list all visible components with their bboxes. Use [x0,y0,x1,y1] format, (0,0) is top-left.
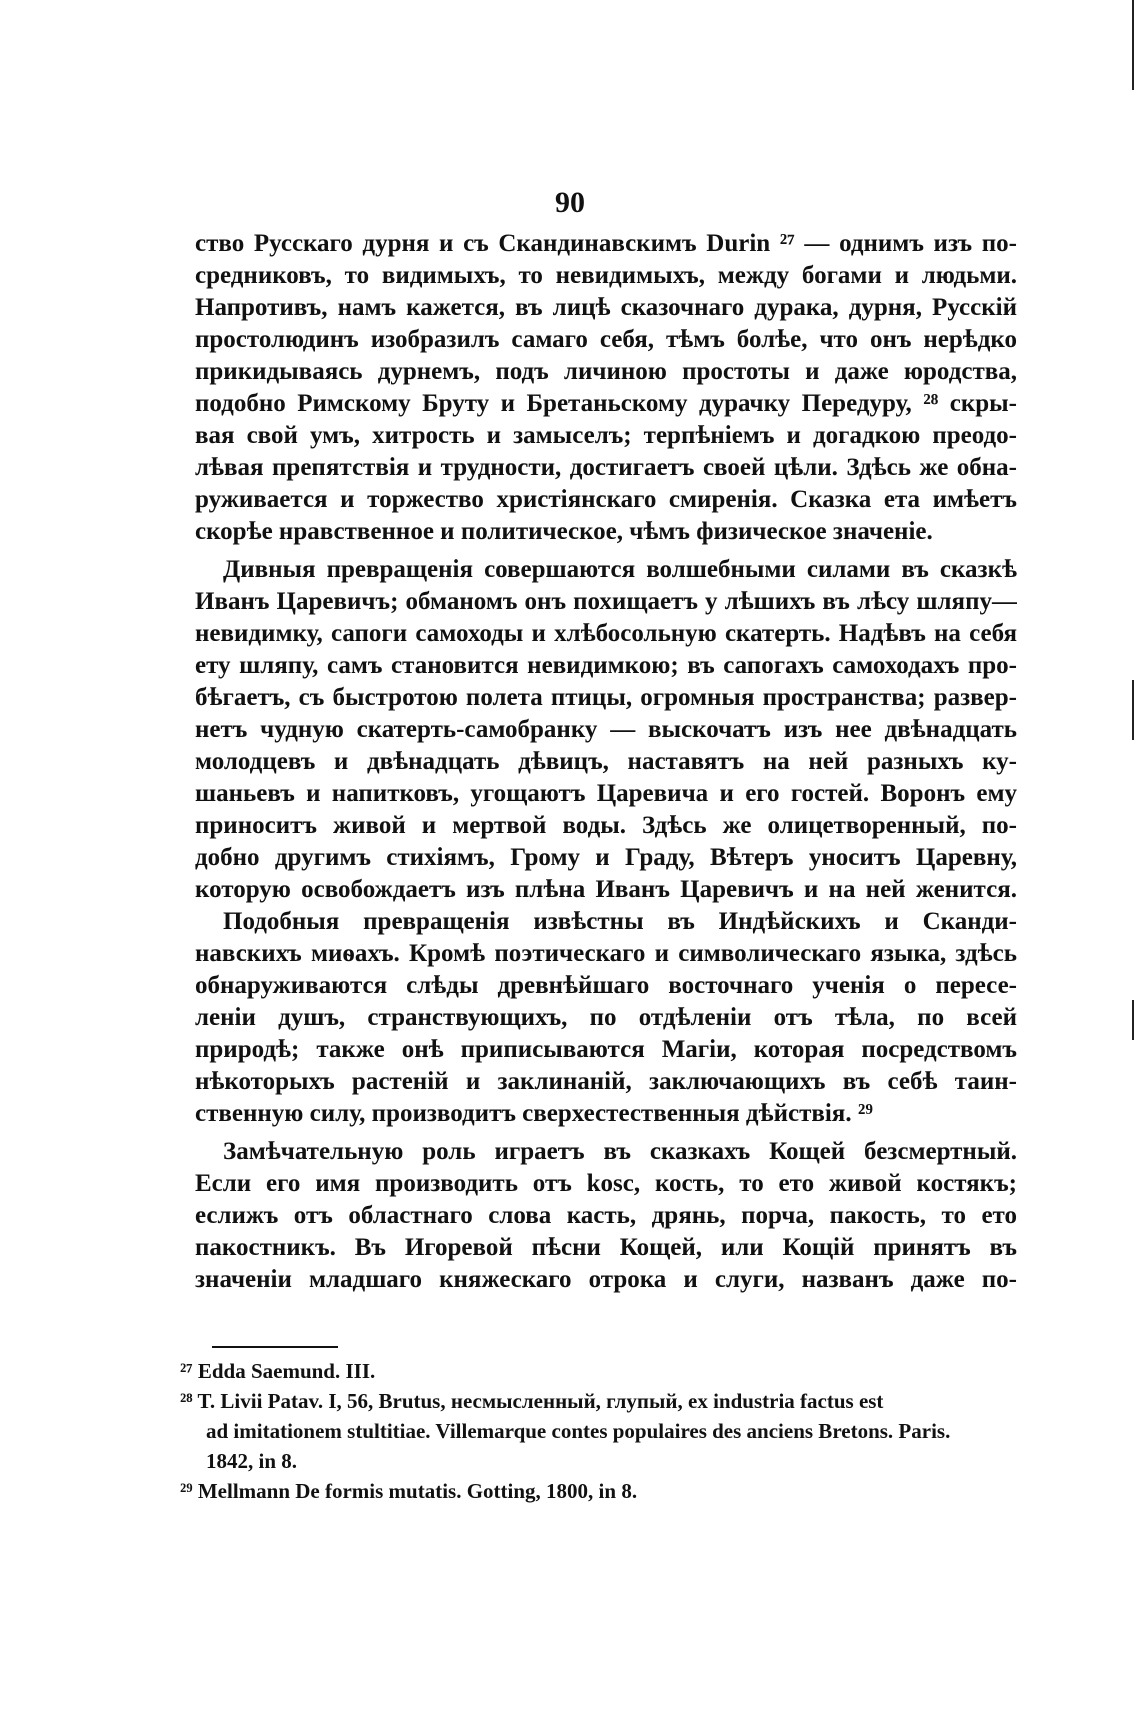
text-line: Замѣчательную роль играетъ въ сказкахъ Кощей безсмертный. [223,1138,1017,1165]
text-line: невидимку, сапоги самоходы и хлѣбосольную скатерть. Надѣвъ на себя [195,620,1017,647]
text-line: Если его имя производить отъ kosc, кость, то ето живой костякъ; [195,1170,1017,1197]
text-line: прикидываясь дурнемъ, подъ личиною простоты и даже юродства, [195,358,1017,385]
footnote-28-continued: 1842, in 8. [206,1449,298,1473]
text-line: ство Русскаго дурня и съ Скандинавскимъ Durin ²⁷ — однимъ изъ по- [195,230,1017,257]
text-line: простолюдинъ изобразилъ самаго себя, тѣмъ болѣе, что онъ нерѣдко [195,326,1017,353]
footnote-27: ²⁷ Edda Saemund. III. [180,1359,376,1383]
text-line: нѣкоторыхъ растеній и заклинаній, заключающихъ въ себѣ таин- [195,1068,1017,1095]
footnote-28: ²⁸ T. Livii Patav. I, 56, Brutus, несмысленный, глупый, ex industria factus est [180,1389,884,1413]
text-line: пакостникъ. Въ Игоревой пѣсни Кощей, или Кощій принятъ въ [195,1234,1017,1261]
scan-edge [1132,0,1134,1714]
text-line: подобно Римскому Бруту и Бретаньскому дурачку Передуру, ²⁸ скры- [195,390,1017,417]
text-line: шаньевъ и напитковъ, угощаютъ Царевича и его гостей. Воронъ ему [195,780,1017,807]
text-line: средниковъ, то видимыхъ, то невидимыхъ, между богами и людьми. [195,262,1017,289]
page-number: 90 [555,186,585,219]
text-line: приноситъ живой и мертвой воды. Здѣсь же олицетворенный, по- [195,812,1017,839]
footnote-29: ²⁹ Mellmann De formis mutatis. Gotting, 1800, in 8. [180,1479,638,1503]
text-line: ственную силу, производитъ сверхестественныя дѣйствія. ²⁹ [195,1100,873,1127]
text-line: еслижъ отъ областнаго слова касть, дрянь, порча, пакость, то ето [195,1202,1017,1229]
text-line: значеніи младшаго княжескаго отрока и слуги, названъ даже по- [195,1266,1017,1293]
footnote-28-continued: ad imitationem stultitiae. Villemarque contes populaires des anciens Bretons. Paris. [206,1419,951,1443]
text-line: Иванъ Царевичъ; обманомъ онъ похищаетъ у лѣшихъ въ лѣсу шляпу— [195,588,1017,615]
text-line: Дивныя превращенія совершаются волшебными силами въ сказкѣ [223,556,1017,583]
text-line: руживается и торжество христіянскаго смиренія. Сказка ета имѣетъ [195,486,1017,513]
footnotes [180,1356,1020,1506]
text-line: которую освобождаетъ изъ плѣна Иванъ Царевичъ и на ней женится. [195,876,1017,903]
text-line: вая свой умъ, хитрость и замыселъ; терпѣніемъ и догадкою преодо- [195,422,1017,449]
text-line: Напротивъ, намъ кажется, въ лицѣ сказочнаго дурака, дурня, Русскій [195,294,1017,321]
text-line: бѣгаетъ, съ быстротою полета птицы, огромныя пространства; развер- [195,684,1017,711]
text-line: навскихъ миѳахъ. Кромѣ поэтическаго и символическаго языка, здѣсь [195,940,1017,967]
text-line: леніи душъ, странствующихъ, по отдѣленіи отъ тѣла, по всей [195,1004,1017,1031]
text-line: скорѣе нравственное и политическое, чѣмъ физическое значеніе. [195,518,933,545]
main-text [195,228,1017,1296]
footnote-divider [212,1346,338,1348]
text-line: природѣ; также онѣ приписываются Магіи, которая посредствомъ [195,1036,1017,1063]
text-line: лѣвая препятствія и трудности, достигаетъ своей цѣли. Здѣсь же обна- [195,454,1017,481]
text-line: добно другимъ стихіямъ, Грому и Граду, Вѣтеръ уноситъ Царевну, [195,844,1017,871]
text-line: молодцевъ и двѣнадцать дѣвицъ, наставятъ на ней разныхъ ку- [195,748,1017,775]
text-line: Подобныя превращенія извѣстны въ Индѣйскихъ и Сканди- [223,908,1017,935]
text-line: нетъ чудную скатерть-самобранку — выскочатъ изъ нее двѣнадцать [195,716,1017,743]
text-line: обнаруживаются слѣды древнѣйшаго восточнаго ученія о пересе- [195,972,1017,999]
text-line: ету шляпу, самъ становится невидимкою; въ сапогахъ самоходахъ про- [195,652,1017,679]
